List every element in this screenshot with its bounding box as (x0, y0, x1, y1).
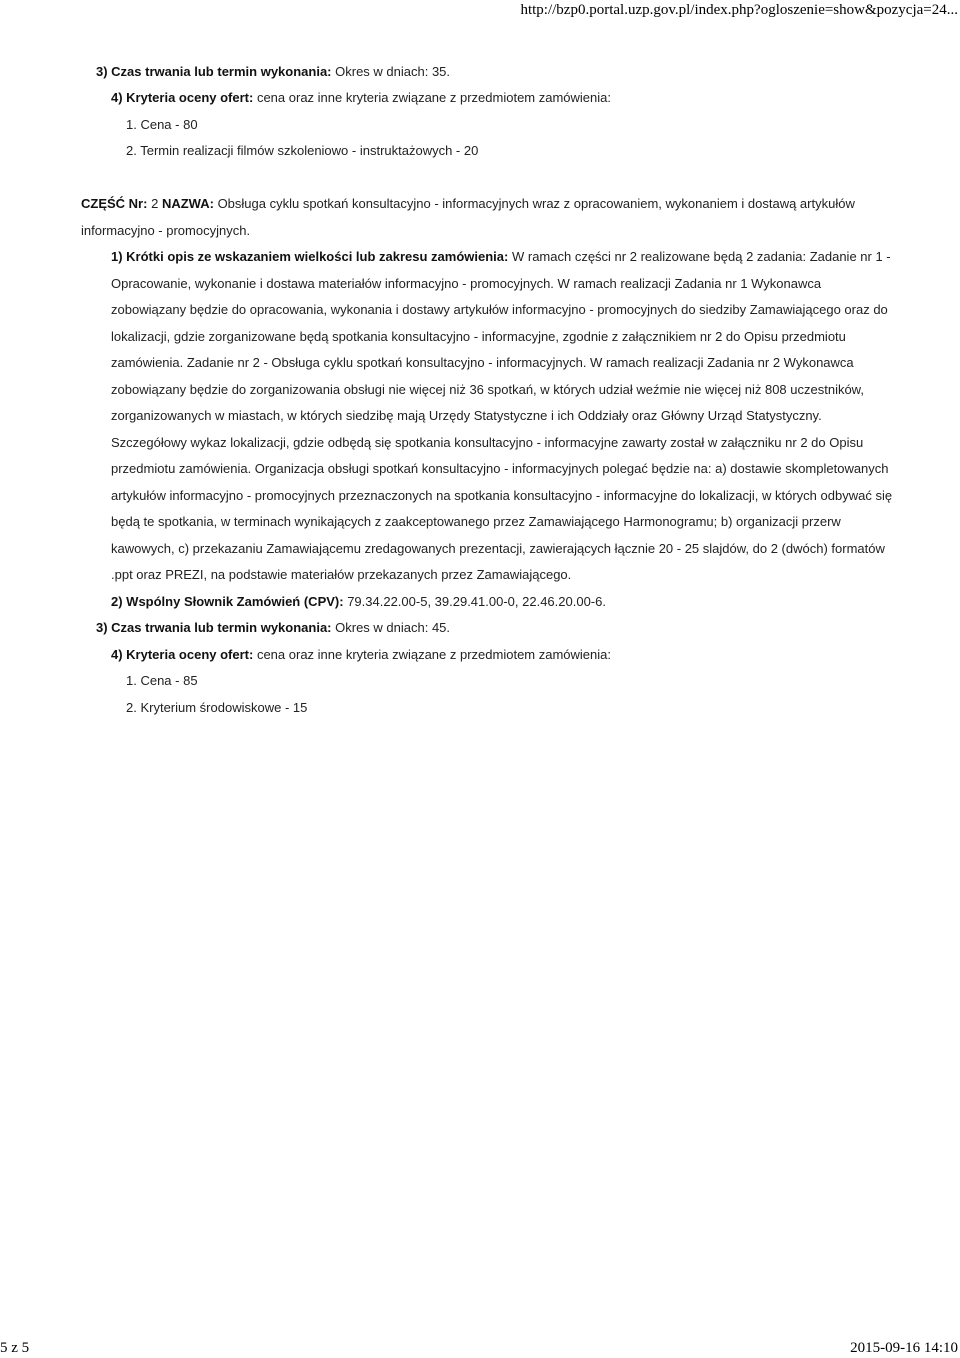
description-line (0, 244, 960, 271)
print-header-url: http://bzp0.portal.uzp.gov.pl/index.php?ogloszenie=show&pozycja=24... (520, 2, 958, 18)
description-line: będą te spotkania, w terminach wynikających z zaakceptowanego przez Zamawiającego Harmonogramu; b) organizacji przerw (111, 514, 841, 530)
criteria-item: 1. Cena - 80 (126, 116, 198, 132)
cpv-label: 2) Wspólny Słownik Zamówień (CPV): (111, 593, 344, 609)
part-name-label: NAZWA: (161, 196, 214, 212)
duration-label: 3) Czas trwania lub termin wykonania: (96, 63, 332, 79)
criteria-value: cena oraz inne kryteria związane z przedmiotem zamówienia: (256, 646, 611, 662)
description-line: kawowych, c) przekazaniu Zamawiającemu zredagowanych prezentacji, zawierających łącznie 20 - 25 slajdów, do 2 (dwóch) formatów (111, 540, 885, 556)
part2-duration-line (0, 615, 960, 642)
duration-label: 3) Czas trwania lub termin wykonania: (96, 620, 332, 636)
part1-duration-line (0, 59, 960, 86)
part-name-continued: informacyjno - promocyjnych. (81, 222, 251, 238)
part1-criteria-line (0, 85, 960, 112)
description-text: W ramach części nr 2 realizowane będą 2 zadania: Zadanie nr 1 - (511, 249, 891, 265)
description-line: zobowiązany będzie do opracowania, wykonania i dostawy artykułów informacyjno - promocyjnych do siedziby Zamawiającego oraz do (111, 302, 888, 318)
description-line: artykułów informacyjno - promocyjnych przeznaczonych na spotkania konsultacyjno - informacyjne do lokalizacji, w których odbywać się (111, 487, 893, 503)
description-line: zamówienia. Zadanie nr 2 - Obsługa cyklu spotkań konsultacyjno - informacyjnych. W ramach realizacji Zadania nr 2 Wykonawca (111, 355, 854, 371)
part-name: Obsługa cyklu spotkań konsultacyjno - informacyjnych wraz z opracowaniem, wykonaniem i dostawą artykułów (217, 196, 855, 212)
description-line: Szczegółowy wykaz lokalizacji, gdzie odbędą się spotkania konsultacyjno - informacyjne zawarty został w załączniku nr 2 do Opisu (111, 434, 864, 450)
criteria-item: 2. Kryterium środowiskowe - 15 (126, 699, 308, 715)
cpv-line (0, 589, 960, 616)
print-datetime: 2015-09-16 14:10 (850, 1340, 958, 1356)
description-label: 1) Krótki opis ze wskazaniem wielkości lub zakresu zamówienia: (111, 249, 509, 265)
duration-value: Okres w dniach: 35. (335, 63, 451, 79)
part-number-label: CZĘŚĆ Nr: (81, 196, 148, 212)
description-line: zorganizowanych w miastach, w których siedzibę mają Urzędy Statystyczne i ich Oddziały oraz Główny Urząd Statystyczny. (111, 408, 822, 424)
criteria-value: cena oraz inne kryteria związane z przedmiotem zamówienia: (256, 90, 611, 106)
criteria-label: 4) Kryteria oceny ofert: (111, 646, 254, 662)
criteria-label: 4) Kryteria oceny ofert: (111, 90, 254, 106)
criteria-item: 1. Cena - 85 (126, 673, 198, 689)
description-line: przedmiotu zamówienia. Organizacja obsługi spotkań konsultacyjno - informacyjnych polegać będzie na: a) dostawie skompletowanych (111, 461, 889, 477)
cpv-codes: 79.34.22.00-5, 39.29.41.00-0, 22.46.20.00-6. (347, 593, 606, 609)
description-line: .ppt oraz PREZI, na podstawie materiałów przekazanych przez Zamawiającego. (111, 567, 572, 583)
description-line: Opracowanie, wykonanie i dostawa materiałów informacyjno - promocyjnych. W ramach realizacji Zadania nr 1 Wykonawca (111, 275, 822, 291)
page-number: 5 z 5 (0, 1340, 30, 1356)
criteria-item: 2. Termin realizacji filmów szkoleniowo - instruktażowych - 20 (126, 143, 479, 159)
part-heading (0, 191, 960, 218)
duration-value: Okres w dniach: 45. (335, 620, 451, 636)
description-line: zobowiązany będzie do zorganizowania obsługi nie więcej niż 36 spotkań, w których udział weźmie nie więcej niż 808 uczestników, (111, 381, 864, 397)
notice-content (0, 59, 960, 722)
part2-criteria-line (0, 642, 960, 669)
part-number: 2 (151, 196, 159, 212)
spacer (0, 165, 960, 192)
description-line: lokalizacji, gdzie zorganizowane będą spotkania konsultacyjno - informacyjne, zgodnie z załącznikiem nr 2 do Opisu przedmiotu (111, 328, 846, 344)
